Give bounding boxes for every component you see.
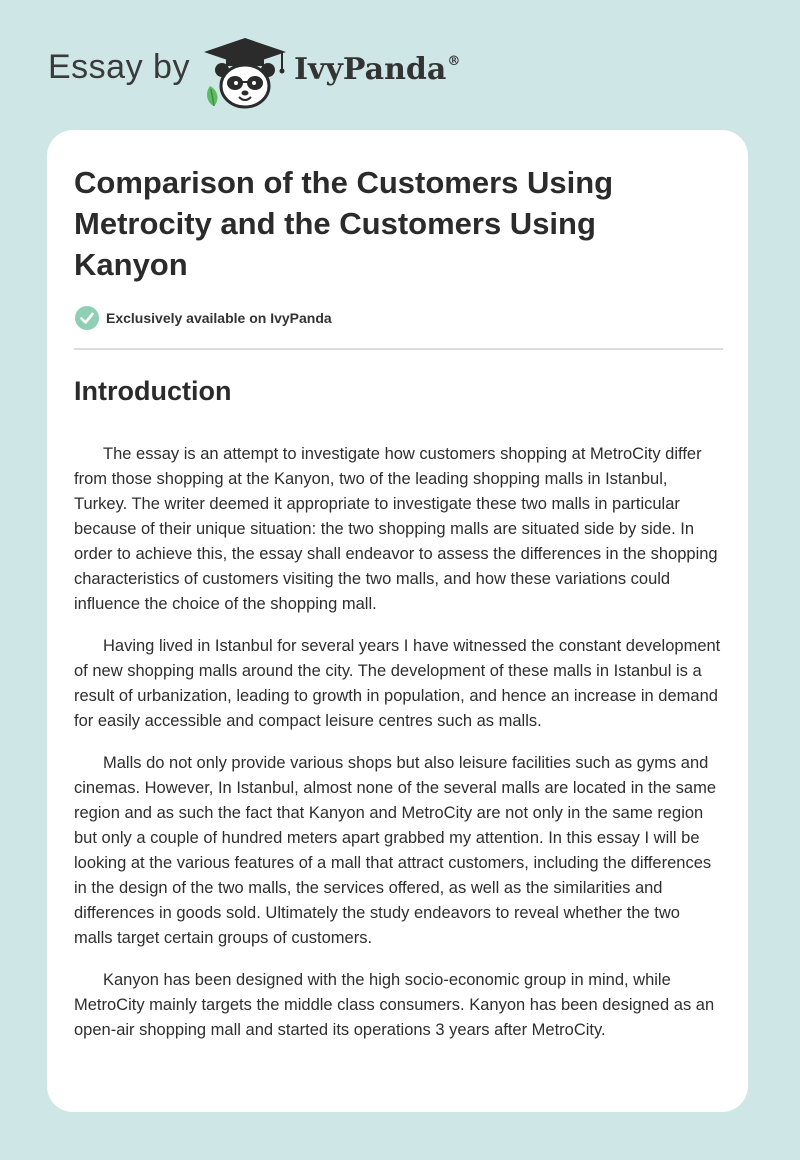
- site-header: [0, 0, 800, 120]
- paragraph: The essay is an attempt to investigate how customers shopping at MetroCity differ from those shopping at the Kanyon, two of the leading shopping malls in Istanbul, Turkey. The writer deemed it appropriate to investigate these two malls in particular because of their unique situation: the two shopping malls are situated side by side. In order to achieve this, the essay shall endeavor to assess the differences in the shopping characteristics of customers visiting the two malls, and how these variations could influence the choice of the shopping mall.: [74, 445, 718, 613]
- paragraph: Malls do not only provide various shops but also leisure facilities such as gyms and cinemas. However, In Istanbul, almost none of the several malls are located in the same region and as such the fact that Kanyon and MetroCity are not only in the same region but only a couple of hundred meters apart grabbed my attention. In this essay I will be looking at the various features of a mall that attract customers, including the differences in the design of the two malls, the services offered, as well as the similarities and differences in goods sold. Ultimately the study endeavors to reveal whether the two malls target certain groups of customers.: [74, 754, 716, 947]
- page-title: Comparison of the Customers Using Metrocity and the Customers Using Kanyon: [74, 165, 614, 282]
- trademark-symbol: ®: [447, 54, 461, 69]
- brand-name: IvyPanda: [294, 52, 447, 87]
- paragraph: Having lived in Istanbul for several years I have witnessed the constant development of new shopping malls around the city. The development of these malls in Istanbul is a result of urbanization, leading to growth in population, and hence an increase in demand for easily accessible and compact leisure centres such as malls.: [74, 637, 721, 730]
- brand-logo-text[interactable]: [294, 52, 460, 87]
- paragraph: Kanyon has been designed with the high socio-economic group in mind, while MetroCity mainly targets the middle class consumers. Kanyon has been designed as an open-air shopping mall and started its operations 3 years after MetroCity.: [74, 971, 715, 1039]
- divider: [74, 348, 723, 350]
- exclusive-badge: [74, 305, 722, 331]
- essay-card: [47, 130, 748, 1112]
- badge-text: Exclusively available on IvyPanda: [106, 310, 332, 326]
- section-heading: Introduction: [74, 376, 232, 406]
- panda-graduate-icon[interactable]: [202, 36, 288, 110]
- essay-by-label: Essay by: [48, 48, 190, 86]
- check-circle-icon: [74, 305, 100, 331]
